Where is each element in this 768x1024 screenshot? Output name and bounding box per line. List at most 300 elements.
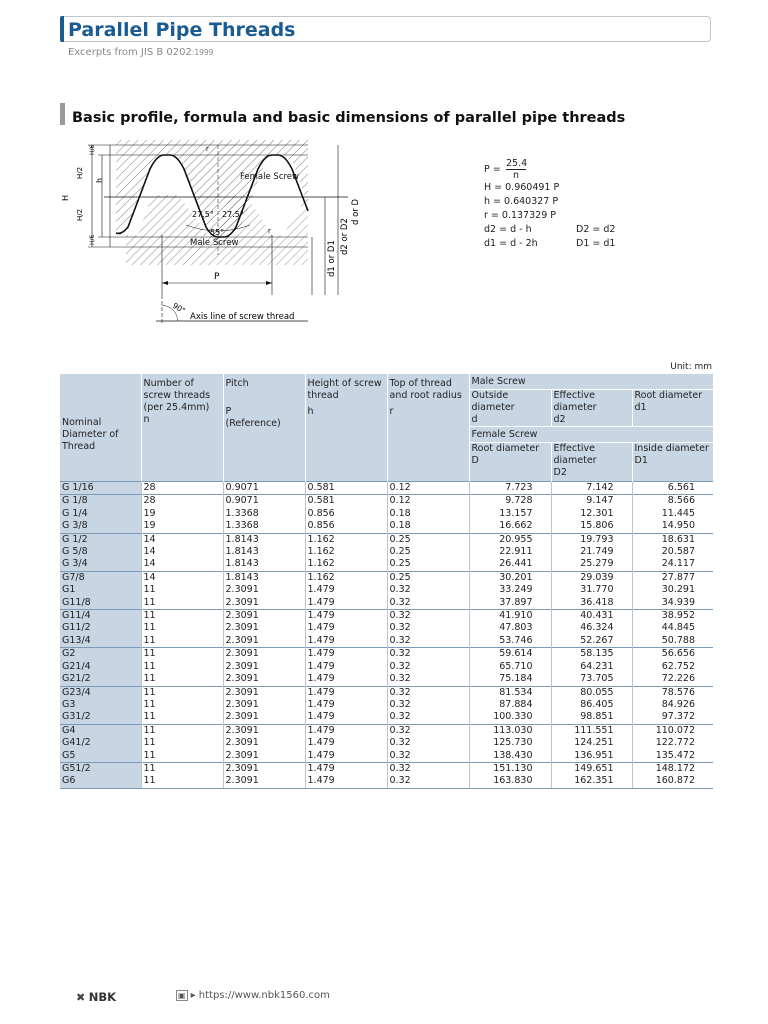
cell-height: 1.479 — [305, 622, 387, 634]
cell-radius: 0.32 — [387, 635, 469, 648]
cell-d1: 56.656 — [632, 648, 713, 661]
cell-radius: 0.32 — [387, 648, 469, 661]
cell-d1: 20.587 — [632, 546, 713, 558]
cell-height: 1.479 — [305, 750, 387, 763]
cell-d: 7.723 — [469, 482, 551, 495]
cell-nominal: G31/2 — [60, 711, 141, 724]
cell-nominal: G23/4 — [60, 686, 141, 699]
table-row — [60, 648, 713, 661]
cell-d: 151.130 — [469, 762, 551, 775]
cell-threads: 11 — [141, 724, 223, 737]
excerpt-text: Excerpts from JIS B 0202 — [68, 47, 192, 58]
cell-pitch: 2.3091 — [223, 762, 305, 775]
cell-nominal: G 3/8 — [60, 520, 141, 533]
header-root-female — [469, 443, 551, 482]
label-90: 90° — [171, 300, 188, 316]
header-threads — [141, 374, 223, 482]
cell-height: 1.479 — [305, 686, 387, 699]
cell-height: 1.479 — [305, 635, 387, 648]
header-top — [387, 374, 469, 482]
cell-radius: 0.32 — [387, 673, 469, 686]
cell-radius: 0.32 — [387, 661, 469, 673]
cell-nominal: G11/8 — [60, 597, 141, 610]
cell-d: 113.030 — [469, 724, 551, 737]
cell-d2: 98.851 — [551, 711, 632, 724]
cell-d2: 36.418 — [551, 597, 632, 610]
cell-d: 30.201 — [469, 571, 551, 584]
thread-profile-diagram — [58, 135, 378, 335]
cell-nominal: G 1/2 — [60, 533, 141, 546]
header-top-sym: r — [389, 406, 394, 417]
label-d: d or D — [351, 198, 361, 225]
cell-height: 0.856 — [305, 508, 387, 520]
cell-threads: 11 — [141, 737, 223, 749]
table-row — [60, 635, 713, 648]
cell-pitch: 2.3091 — [223, 737, 305, 749]
cell-nominal: G 5/8 — [60, 546, 141, 558]
table-row — [60, 533, 713, 546]
cell-d: 100.330 — [469, 711, 551, 724]
cell-height: 1.162 — [305, 533, 387, 546]
cell-threads: 14 — [141, 571, 223, 584]
header-threads-sym: n — [143, 414, 150, 425]
header-inside — [632, 443, 713, 482]
cell-nominal: G1 — [60, 584, 141, 596]
label-H: H — [61, 194, 70, 201]
cell-threads: 19 — [141, 508, 223, 520]
cell-height: 1.162 — [305, 558, 387, 571]
label-r-top: r — [206, 145, 209, 153]
cell-height: 1.162 — [305, 546, 387, 558]
cell-height: 0.581 — [305, 495, 387, 508]
table-row — [60, 495, 713, 508]
cell-threads: 11 — [141, 597, 223, 610]
cell-d1: 72.226 — [632, 673, 713, 686]
cell-pitch: 1.8143 — [223, 546, 305, 558]
table-row — [60, 558, 713, 571]
formula-d1: d1 = d - 2h — [484, 238, 538, 249]
excerpt-note — [68, 47, 213, 58]
cell-d1: 24.117 — [632, 558, 713, 571]
cell-nominal: G11/2 — [60, 622, 141, 634]
section-accent-bar — [60, 103, 65, 125]
label-female: Female Screw — [240, 172, 299, 182]
cell-radius: 0.32 — [387, 597, 469, 610]
cell-d2: 149.651 — [551, 762, 632, 775]
header-top-text: Top of thread and root radius — [389, 378, 462, 401]
cell-height: 1.479 — [305, 699, 387, 711]
table-row — [60, 724, 713, 737]
cell-nominal: G3 — [60, 699, 141, 711]
cell-pitch: 2.3091 — [223, 648, 305, 661]
header-eff-female-text: Effective diameter — [553, 443, 597, 466]
cell-d1: 160.872 — [632, 775, 713, 788]
label-angle-right: 27.5° — [222, 210, 244, 219]
cell-height: 1.162 — [305, 571, 387, 584]
cell-nominal: G11/4 — [60, 610, 141, 623]
label-r-bottom: r — [268, 227, 271, 235]
cell-d2: 124.251 — [551, 737, 632, 749]
cell-d2: 29.039 — [551, 571, 632, 584]
nbk-logo-icon: ✖ — [76, 991, 86, 1004]
table-row — [60, 699, 713, 711]
cell-d2: 162.351 — [551, 775, 632, 788]
table-row — [60, 482, 713, 495]
formula-h: h = 0.640327 P — [484, 196, 559, 207]
arrow-icon: ▸ — [190, 990, 199, 1001]
web-icon: ▣ — [178, 991, 186, 1000]
cell-threads: 14 — [141, 558, 223, 571]
cell-threads: 14 — [141, 533, 223, 546]
cell-d2: 58.135 — [551, 648, 632, 661]
formula-p-num: 25.4 — [506, 158, 528, 169]
cell-pitch: 2.3091 — [223, 597, 305, 610]
title-box — [60, 16, 711, 42]
cell-d1: 30.291 — [632, 584, 713, 596]
header-male: Male Screw — [469, 374, 713, 390]
cell-threads: 28 — [141, 482, 223, 495]
cell-pitch: 1.8143 — [223, 558, 305, 571]
header-eff-female-sym: D2 — [553, 467, 567, 478]
header-pitch — [223, 374, 305, 482]
cell-height: 1.479 — [305, 673, 387, 686]
cell-threads: 11 — [141, 686, 223, 699]
cell-nominal: G 1/8 — [60, 495, 141, 508]
cell-d: 20.955 — [469, 533, 551, 546]
cell-d: 125.730 — [469, 737, 551, 749]
cell-radius: 0.32 — [387, 686, 469, 699]
table-row — [60, 686, 713, 699]
cell-pitch: 0.9071 — [223, 482, 305, 495]
cell-nominal: G6 — [60, 775, 141, 788]
excerpt-year: :1999 — [191, 48, 214, 57]
header-nominal — [60, 374, 141, 482]
cell-threads: 19 — [141, 520, 223, 533]
header-pitch-ref: (Reference) — [225, 418, 281, 429]
cell-pitch: 2.3091 — [223, 750, 305, 763]
table-row — [60, 673, 713, 686]
cell-d2: 46.324 — [551, 622, 632, 634]
header-inside-text: Inside diameter — [634, 443, 709, 454]
cell-d: 87.884 — [469, 699, 551, 711]
header-inside-sym: D1 — [634, 455, 648, 466]
dimensions-table — [60, 374, 713, 789]
cell-height: 1.479 — [305, 597, 387, 610]
header-root-male-sym: d1 — [634, 402, 647, 413]
header-height-text: Height of screw thread — [307, 378, 382, 401]
formula-p-den: n — [512, 170, 520, 181]
footer-url[interactable] — [176, 990, 330, 1001]
cell-radius: 0.32 — [387, 762, 469, 775]
header-eff-female — [551, 443, 632, 482]
cell-nominal: G5 — [60, 750, 141, 763]
cell-d1: 18.631 — [632, 533, 713, 546]
cell-d2: 86.405 — [551, 699, 632, 711]
cell-d2: 9.147 — [551, 495, 632, 508]
formula-D2: D2 = d2 — [576, 224, 616, 235]
cell-radius: 0.32 — [387, 775, 469, 788]
cell-d1: 27.877 — [632, 571, 713, 584]
page-title: Parallel Pipe Threads — [68, 19, 296, 41]
formula-D1: D1 = d1 — [576, 238, 616, 249]
cell-d1: 11.445 — [632, 508, 713, 520]
cell-d2: 52.267 — [551, 635, 632, 648]
header-threads-text: Number of screw threads (per 25.4mm) — [143, 378, 211, 413]
cell-radius: 0.18 — [387, 520, 469, 533]
footer-url-text: https://www.nbk1560.com — [198, 990, 330, 1001]
cell-d2: 25.279 — [551, 558, 632, 571]
cell-radius: 0.25 — [387, 533, 469, 546]
header-outside-text: Outside diameter — [471, 390, 515, 413]
cell-threads: 11 — [141, 635, 223, 648]
cell-radius: 0.32 — [387, 724, 469, 737]
label-axis: Axis line of screw thread — [190, 312, 295, 322]
cell-pitch: 2.3091 — [223, 775, 305, 788]
table-row — [60, 711, 713, 724]
cell-d1: 38.952 — [632, 610, 713, 623]
cell-threads: 11 — [141, 750, 223, 763]
cell-height: 1.479 — [305, 661, 387, 673]
cell-height: 0.856 — [305, 520, 387, 533]
cell-pitch: 2.3091 — [223, 584, 305, 596]
cell-threads: 11 — [141, 661, 223, 673]
cell-d1: 8.566 — [632, 495, 713, 508]
cell-radius: 0.25 — [387, 558, 469, 571]
table-row — [60, 737, 713, 749]
cell-threads: 14 — [141, 546, 223, 558]
cell-radius: 0.32 — [387, 711, 469, 724]
cell-pitch: 2.3091 — [223, 622, 305, 634]
cell-d2: 12.301 — [551, 508, 632, 520]
header-root-female-sym: D — [471, 455, 479, 466]
cell-d1: 148.172 — [632, 762, 713, 775]
cell-radius: 0.25 — [387, 571, 469, 584]
formula-p-fraction — [506, 158, 526, 181]
cell-d1: 110.072 — [632, 724, 713, 737]
cell-threads: 11 — [141, 711, 223, 724]
label-H6-bottom: H/6 — [89, 234, 96, 245]
header-pitch-text: Pitch — [225, 378, 249, 389]
cell-d1: 97.372 — [632, 711, 713, 724]
label-H2-top: H/2 — [76, 166, 84, 179]
footer — [76, 990, 330, 1004]
header-root-male — [632, 390, 713, 427]
formula-p-lhs: P = — [484, 164, 501, 175]
table-row — [60, 520, 713, 533]
label-H6-top: H/6 — [89, 144, 96, 155]
cell-d2: 7.142 — [551, 482, 632, 495]
cell-threads: 11 — [141, 699, 223, 711]
cell-radius: 0.12 — [387, 495, 469, 508]
cell-d1: 50.788 — [632, 635, 713, 648]
header-outside-sym: d — [471, 414, 478, 425]
label-d1: d1 or D1 — [327, 240, 337, 277]
title-accent-bar — [60, 16, 64, 42]
cell-pitch: 2.3091 — [223, 711, 305, 724]
cell-radius: 0.32 — [387, 699, 469, 711]
cell-height: 1.479 — [305, 610, 387, 623]
cell-radius: 0.32 — [387, 584, 469, 596]
cell-pitch: 2.3091 — [223, 686, 305, 699]
cell-threads: 11 — [141, 648, 223, 661]
cell-pitch: 1.3368 — [223, 520, 305, 533]
cell-nominal: G 1/16 — [60, 482, 141, 495]
cell-radius: 0.32 — [387, 610, 469, 623]
cell-height: 1.479 — [305, 762, 387, 775]
cell-d1: 62.752 — [632, 661, 713, 673]
cell-height: 1.479 — [305, 775, 387, 788]
cell-d: 59.614 — [469, 648, 551, 661]
cell-nominal: G4 — [60, 724, 141, 737]
cell-pitch: 1.8143 — [223, 533, 305, 546]
header-height — [305, 374, 387, 482]
table-row — [60, 597, 713, 610]
cell-threads: 11 — [141, 622, 223, 634]
cell-nominal: G51/2 — [60, 762, 141, 775]
table-row — [60, 508, 713, 520]
cell-threads: 11 — [141, 584, 223, 596]
cell-pitch: 2.3091 — [223, 610, 305, 623]
cell-d: 138.430 — [469, 750, 551, 763]
cell-d: 47.803 — [469, 622, 551, 634]
cell-threads: 11 — [141, 775, 223, 788]
header-root-female-text: Root diameter — [471, 443, 540, 454]
cell-height: 1.479 — [305, 648, 387, 661]
table-row — [60, 775, 713, 788]
label-angle-total: 55° — [210, 228, 225, 237]
label-H2-bottom: H/2 — [76, 208, 84, 221]
header-pitch-sym: P — [225, 406, 232, 417]
cell-height: 1.479 — [305, 711, 387, 724]
formula-H: H = 0.960491 P — [484, 182, 560, 193]
cell-pitch: 2.3091 — [223, 699, 305, 711]
label-pitch: P — [214, 272, 220, 282]
cell-d: 163.830 — [469, 775, 551, 788]
cell-radius: 0.18 — [387, 508, 469, 520]
header-root-male-text: Root diameter — [634, 390, 703, 401]
table-row — [60, 610, 713, 623]
cell-d1: 14.950 — [632, 520, 713, 533]
cell-nominal: G13/4 — [60, 635, 141, 648]
cell-d: 9.728 — [469, 495, 551, 508]
cell-nominal: G41/2 — [60, 737, 141, 749]
cell-height: 1.479 — [305, 737, 387, 749]
unit-label: Unit: mm — [670, 362, 712, 372]
cell-radius: 0.32 — [387, 622, 469, 634]
table-row — [60, 546, 713, 558]
formula-r: r = 0.137329 P — [484, 210, 556, 221]
table-row — [60, 762, 713, 775]
header-height-sym: h — [307, 406, 314, 417]
cell-d: 65.710 — [469, 661, 551, 673]
cell-d: 37.897 — [469, 597, 551, 610]
cell-d1: 34.939 — [632, 597, 713, 610]
cell-d: 81.534 — [469, 686, 551, 699]
cell-threads: 11 — [141, 610, 223, 623]
cell-nominal: G7/8 — [60, 571, 141, 584]
header-outside — [469, 390, 551, 427]
cell-height: 1.479 — [305, 584, 387, 596]
cell-pitch: 2.3091 — [223, 673, 305, 686]
label-angle-left: 27.5° — [192, 210, 214, 219]
cell-nominal: G21/2 — [60, 673, 141, 686]
cell-d2: 73.705 — [551, 673, 632, 686]
cell-d2: 80.055 — [551, 686, 632, 699]
cell-radius: 0.25 — [387, 546, 469, 558]
cell-d1: 6.561 — [632, 482, 713, 495]
cell-pitch: 1.3368 — [223, 508, 305, 520]
nbk-logo: NBK — [88, 990, 117, 1004]
cell-d1: 122.772 — [632, 737, 713, 749]
cell-d1: 44.845 — [632, 622, 713, 634]
cell-nominal: G21/4 — [60, 661, 141, 673]
table-row — [60, 661, 713, 673]
cell-d: 26.441 — [469, 558, 551, 571]
cell-d: 53.746 — [469, 635, 551, 648]
cell-height: 1.479 — [305, 724, 387, 737]
header-eff-male-sym: d2 — [553, 414, 566, 425]
cell-d: 16.662 — [469, 520, 551, 533]
cell-pitch: 1.8143 — [223, 571, 305, 584]
cell-d2: 136.951 — [551, 750, 632, 763]
cell-radius: 0.32 — [387, 750, 469, 763]
section-title: Basic profile, formula and basic dimensions of parallel pipe threads — [72, 110, 626, 126]
cell-threads: 28 — [141, 495, 223, 508]
cell-pitch: 0.9071 — [223, 495, 305, 508]
cell-d2: 19.793 — [551, 533, 632, 546]
header-eff-male — [551, 390, 632, 427]
cell-d: 41.910 — [469, 610, 551, 623]
cell-d2: 15.806 — [551, 520, 632, 533]
table-row — [60, 584, 713, 596]
cell-pitch: 2.3091 — [223, 661, 305, 673]
cell-d: 75.184 — [469, 673, 551, 686]
cell-nominal: G2 — [60, 648, 141, 661]
label-h: h — [95, 177, 104, 183]
cell-pitch: 2.3091 — [223, 724, 305, 737]
header-eff-male-text: Effective diameter — [553, 390, 597, 413]
cell-d1: 78.576 — [632, 686, 713, 699]
cell-height: 0.581 — [305, 482, 387, 495]
header-nominal-text: Nominal Diameter of Thread — [62, 416, 119, 452]
label-d2: d2 or D2 — [340, 218, 350, 255]
cell-nominal: G 1/4 — [60, 508, 141, 520]
cell-radius: 0.12 — [387, 482, 469, 495]
table-row — [60, 571, 713, 584]
header-female: Female Screw — [469, 427, 713, 443]
cell-d2: 31.770 — [551, 584, 632, 596]
cell-d: 22.911 — [469, 546, 551, 558]
table-body — [60, 482, 713, 789]
cell-pitch: 2.3091 — [223, 635, 305, 648]
cell-d2: 21.749 — [551, 546, 632, 558]
cell-threads: 11 — [141, 673, 223, 686]
cell-d2: 111.551 — [551, 724, 632, 737]
cell-d: 33.249 — [469, 584, 551, 596]
cell-d1: 135.472 — [632, 750, 713, 763]
cell-d2: 40.431 — [551, 610, 632, 623]
cell-d1: 84.926 — [632, 699, 713, 711]
cell-d: 13.157 — [469, 508, 551, 520]
table-row — [60, 622, 713, 634]
cell-nominal: G 3/4 — [60, 558, 141, 571]
cell-threads: 11 — [141, 762, 223, 775]
formula-d2: d2 = d - h — [484, 224, 532, 235]
label-male: Male Screw — [190, 238, 239, 248]
table-row — [60, 750, 713, 763]
cell-radius: 0.32 — [387, 737, 469, 749]
cell-d2: 64.231 — [551, 661, 632, 673]
